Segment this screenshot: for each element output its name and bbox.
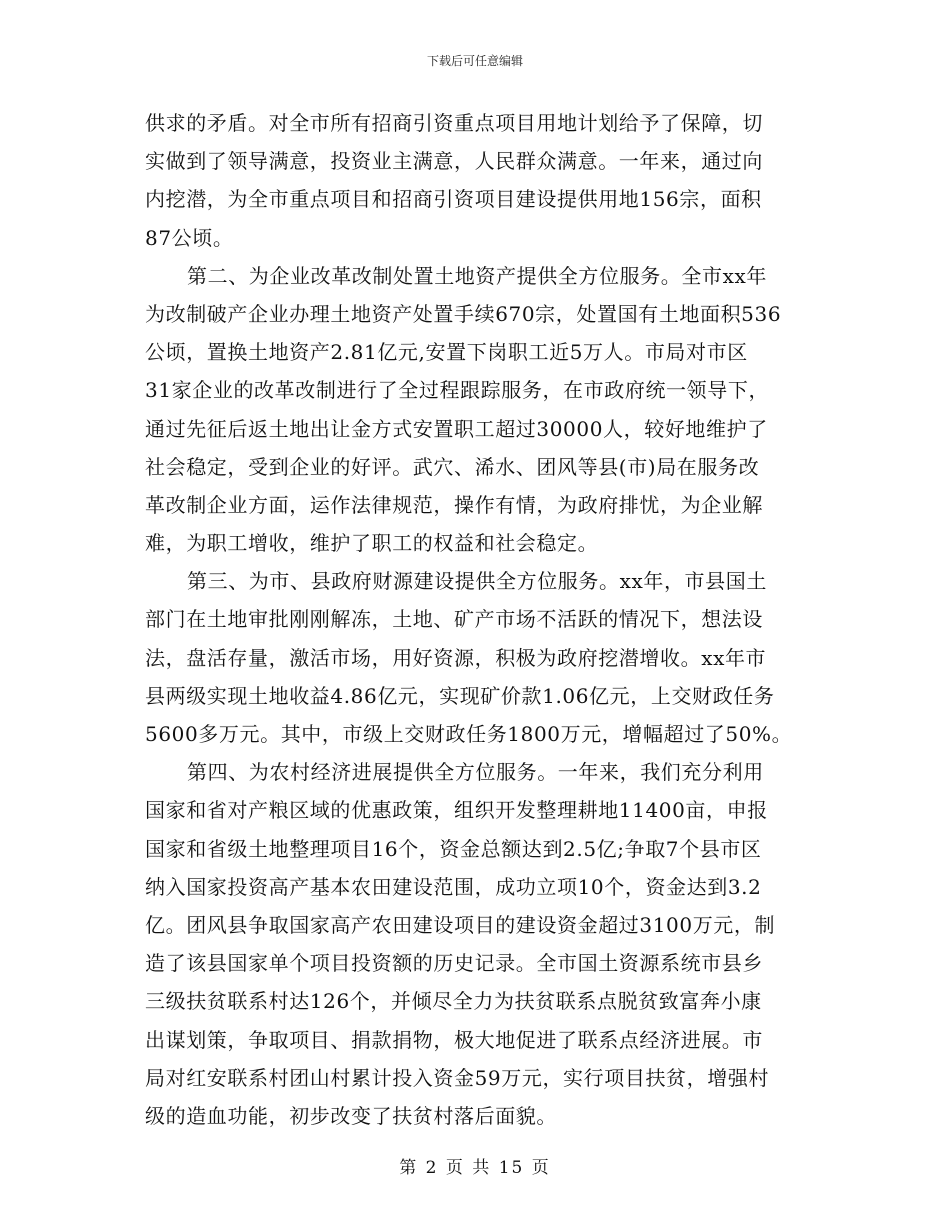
document-body [145, 104, 810, 1135]
text-line: 公顷，置换土地资产2.81亿元,安置下岗职工近5万人。市局对市区 [145, 340, 748, 365]
paragraph-start-line: 第四、为农村经济进展提供全方位服务。一年来，我们充分利用 [187, 760, 764, 785]
text-line: 为改制破产企业办理土地资产处置手续670宗，处置国有土地面积536 [145, 301, 782, 326]
text-line: 法，盘活存量，激活市场，用好资源，积极为政府挖潜增收。xx年市 [145, 645, 767, 670]
text-line: 难，为职工增收，维护了职工的权益和社会稳定。 [145, 531, 599, 556]
text-line: 87公顷。 [145, 225, 234, 250]
paragraph-start-line: 第三、为市、县政府财源建设提供全方位服务。xx年，市县国土 [187, 569, 767, 594]
text-line: 5600多万元。其中，市级上交财政任务1800万元，增幅超过了50%。 [145, 722, 793, 746]
text-line: 三级扶贫联系村达126个，并倾尽全力为扶贫联系点脱贫致富奔小康 [145, 989, 762, 1014]
text-line: 局对红安联系村团山村累计投入资金59万元，实行项目扶贫，增强村 [145, 1065, 770, 1090]
text-line: 亿。团风县争取国家高产农田建设项目的建设资金超过3100万元，制 [145, 912, 776, 937]
text-line: 内挖潜，为全市重点项目和招商引资项目建设提供用地156宗，面积 [145, 187, 762, 212]
text-line: 部门在土地审批刚刚解冻，土地、矿产市场不活跃的情况下，想法设 [145, 607, 763, 632]
text-line: 造了该县国家单个项目投资额的历史记录。全市国土资源系统市县乡 [145, 951, 763, 976]
page-number-footer: 第 2 页 共 15 页 [399, 1158, 551, 1178]
text-line: 出谋划策，争取项目、捐款捐物，极大地促进了联系点经济进展。市 [145, 1027, 763, 1052]
paragraph-start-line: 第二、为企业改革改制处置土地资产提供全方位服务。全市xx年 [187, 263, 767, 288]
text-line: 国家和省级土地整理项目16个，资金总额达到2.5亿;争取7个县市区 [145, 836, 762, 861]
text-line: 社会稳定，受到企业的好评。武穴、浠水、团风等县(市)局在服务改 [145, 454, 760, 479]
text-line: 31家企业的改革改制进行了全过程跟踪服务，在市政府统一领导下， [145, 378, 770, 403]
text-line: 县两级实现土地收益4.86亿元，实现矿价款1.06亿元，上交财政任务 [145, 683, 775, 708]
text-line: 级的造血功能，初步改变了扶贫村落后面貌。 [145, 1103, 557, 1128]
text-line: 纳入国家投资高产基本农田建设范围，成功立项10个，资金达到3.2 [145, 874, 762, 899]
text-line: 供求的矛盾。对全市所有招商引资重点项目用地计划给予了保障，切 [145, 111, 763, 135]
text-line: 国家和省对产粮区域的优惠政策，组织开发整理耕地11400亩，申报 [145, 798, 768, 823]
text-line: 革改制企业方面，运作法律规范，操作有情，为政府排忧，为企业解 [145, 492, 763, 517]
text-line: 实做到了领导满意，投资业主满意，人民群众满意。一年来，通过向 [145, 149, 763, 174]
page-header: 下载后可任意编辑 [426, 54, 523, 68]
text-line: 通过先征后返土地出让金方式安置职工超过30000人，较好地维护了 [145, 416, 768, 441]
